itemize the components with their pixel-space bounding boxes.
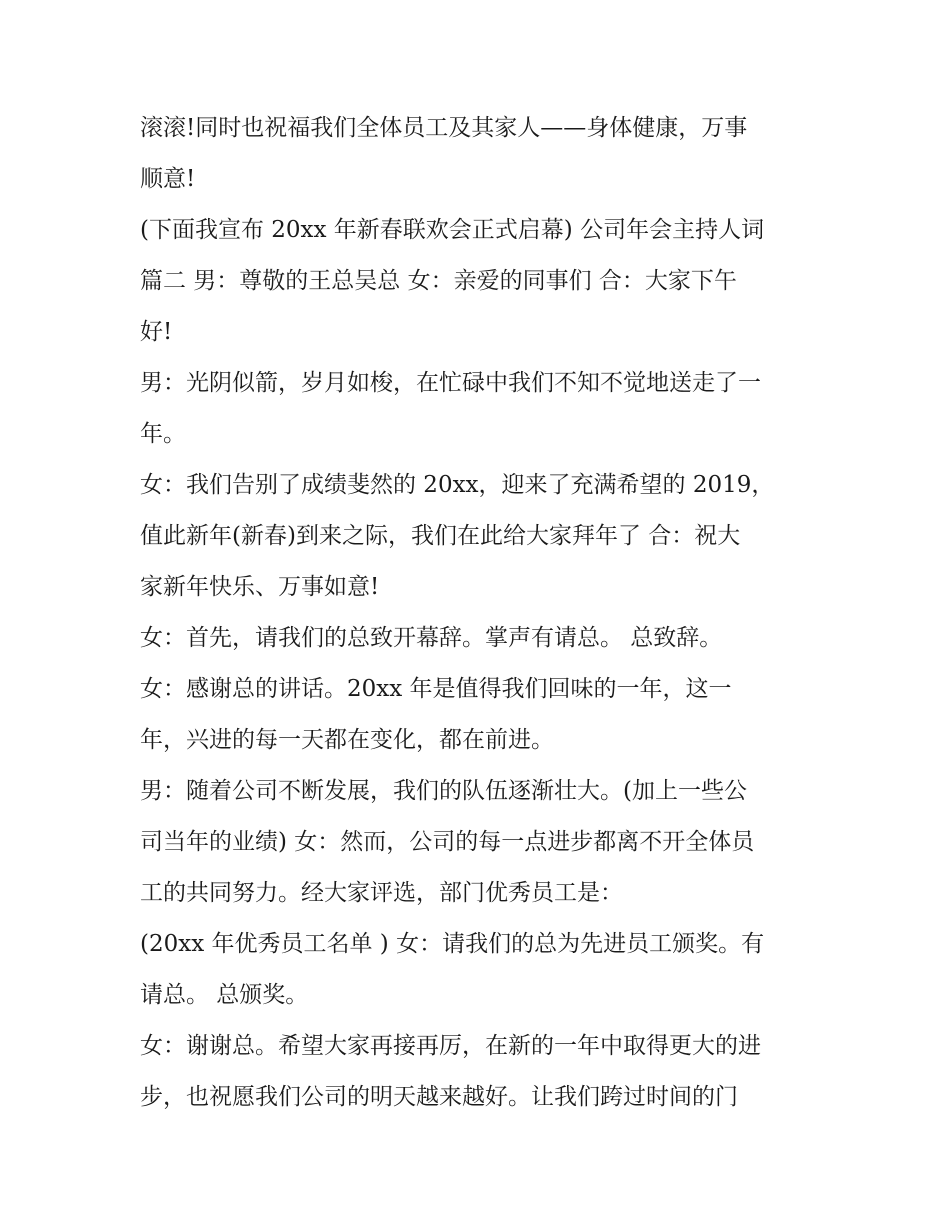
text-line: 篇二 男：尊敬的王总吴总 女：亲爱的同事们 合：大家下午 bbox=[140, 268, 737, 294]
text-line: 女：感谢总的讲话。20xx 年是值得我们回味的一年，这一 bbox=[140, 676, 732, 702]
text-line: 男：随着公司不断发展，我们的队伍逐渐壮大。(加上一些公 bbox=[140, 778, 747, 804]
text-line: 男：光阴似箭，岁月如梭，在忙碌中我们不知不觉地送走了一 bbox=[140, 370, 761, 396]
text-line: 女：我们告别了成绩斐然的 20xx，迎来了充满希望的 2019， bbox=[140, 472, 775, 498]
text-line: 司当年的业绩) 女：然而，公司的每一点进步都离不开全体员 bbox=[140, 829, 755, 855]
text-line: 家新年快乐、万事如意! bbox=[140, 574, 380, 600]
text-line: 女：首先，请我们的总致开幕辞。掌声有请总。 总致辞。 bbox=[140, 625, 723, 651]
text-line: (20xx 年优秀员工名单 ) 女：请我们的总为先进员工颁奖。有 bbox=[140, 931, 765, 957]
text-line: 好! bbox=[140, 319, 173, 345]
text-line: 工的共同努力。经大家评选，部门优秀员工是： bbox=[140, 880, 623, 906]
text-line: 步，也祝愿我们公司的明天越来越好。让我们跨过时间的门 bbox=[140, 1084, 738, 1110]
text-line: 滚滚!同时也祝福我们全体员工及其家人——身体健康，万事 bbox=[140, 115, 748, 141]
text-line: 顺意! bbox=[140, 166, 196, 192]
text-line: 年，兴进的每一天都在变化，都在前进。 bbox=[140, 727, 554, 753]
text-line: 值此新年(新春)到来之际，我们在此给大家拜年了 合：祝大 bbox=[140, 523, 741, 549]
text-line: 年。 bbox=[140, 421, 186, 447]
text-line: (下面我宣布 20xx 年新春联欢会正式启幕) 公司年会主持人词 bbox=[140, 217, 765, 243]
text-line: 女：谢谢总。希望大家再接再厉，在新的一年中取得更大的进 bbox=[140, 1033, 761, 1059]
text-line: 请总。 总颁奖。 bbox=[140, 982, 309, 1008]
